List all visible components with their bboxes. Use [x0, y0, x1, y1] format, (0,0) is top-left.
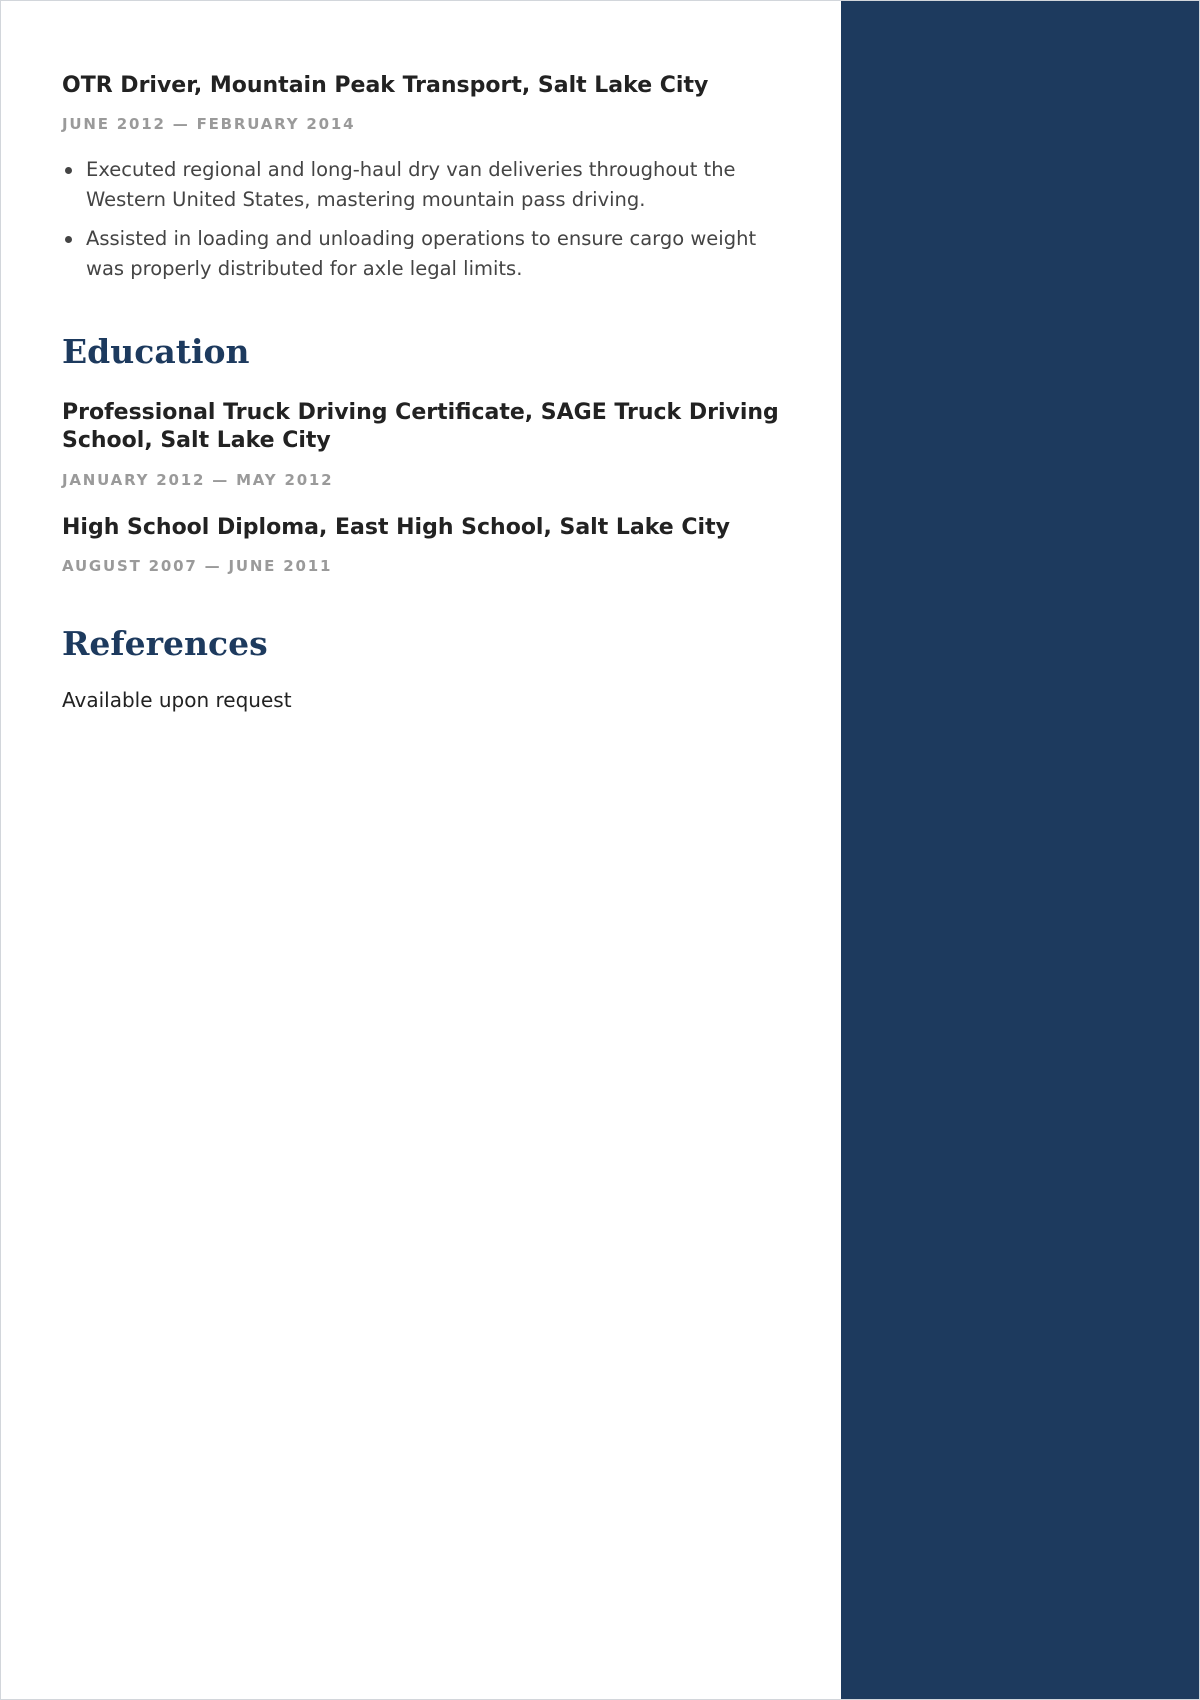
job-bullet [62, 155, 792, 215]
bullet-dot-icon [65, 236, 72, 243]
bullet-dot-icon [65, 167, 72, 174]
education-item-title: High School Diploma, East High School, Salt Lake City [62, 515, 730, 540]
job-bullet-text: Executed regional and long-haul dry van deliveries throughout the Western United States, mastering mountain pass driving. [86, 158, 736, 211]
job-bullet-list [62, 155, 792, 293]
sidebar-panel [841, 1, 1199, 1699]
education-item-dates: JANUARY 2012 — MAY 2012 [62, 471, 334, 489]
job-title: OTR Driver, Mountain Peak Transport, Salt Lake City [62, 73, 709, 98]
references-heading: References [62, 624, 268, 663]
job-bullet [62, 224, 792, 284]
job-bullet-text: Assisted in loading and unloading operations to ensure cargo weight was properly distributed for axle legal limits. [86, 227, 757, 280]
references-text: Available upon request [62, 688, 292, 712]
job-dates: JUNE 2012 — FEBRUARY 2014 [62, 115, 356, 133]
education-item-title: Professional Truck Driving Certificate, SAGE Truck Driving School, Salt Lake City [62, 400, 779, 453]
education-heading: Education [62, 332, 250, 371]
education-item-dates: AUGUST 2007 — JUNE 2011 [62, 557, 333, 575]
